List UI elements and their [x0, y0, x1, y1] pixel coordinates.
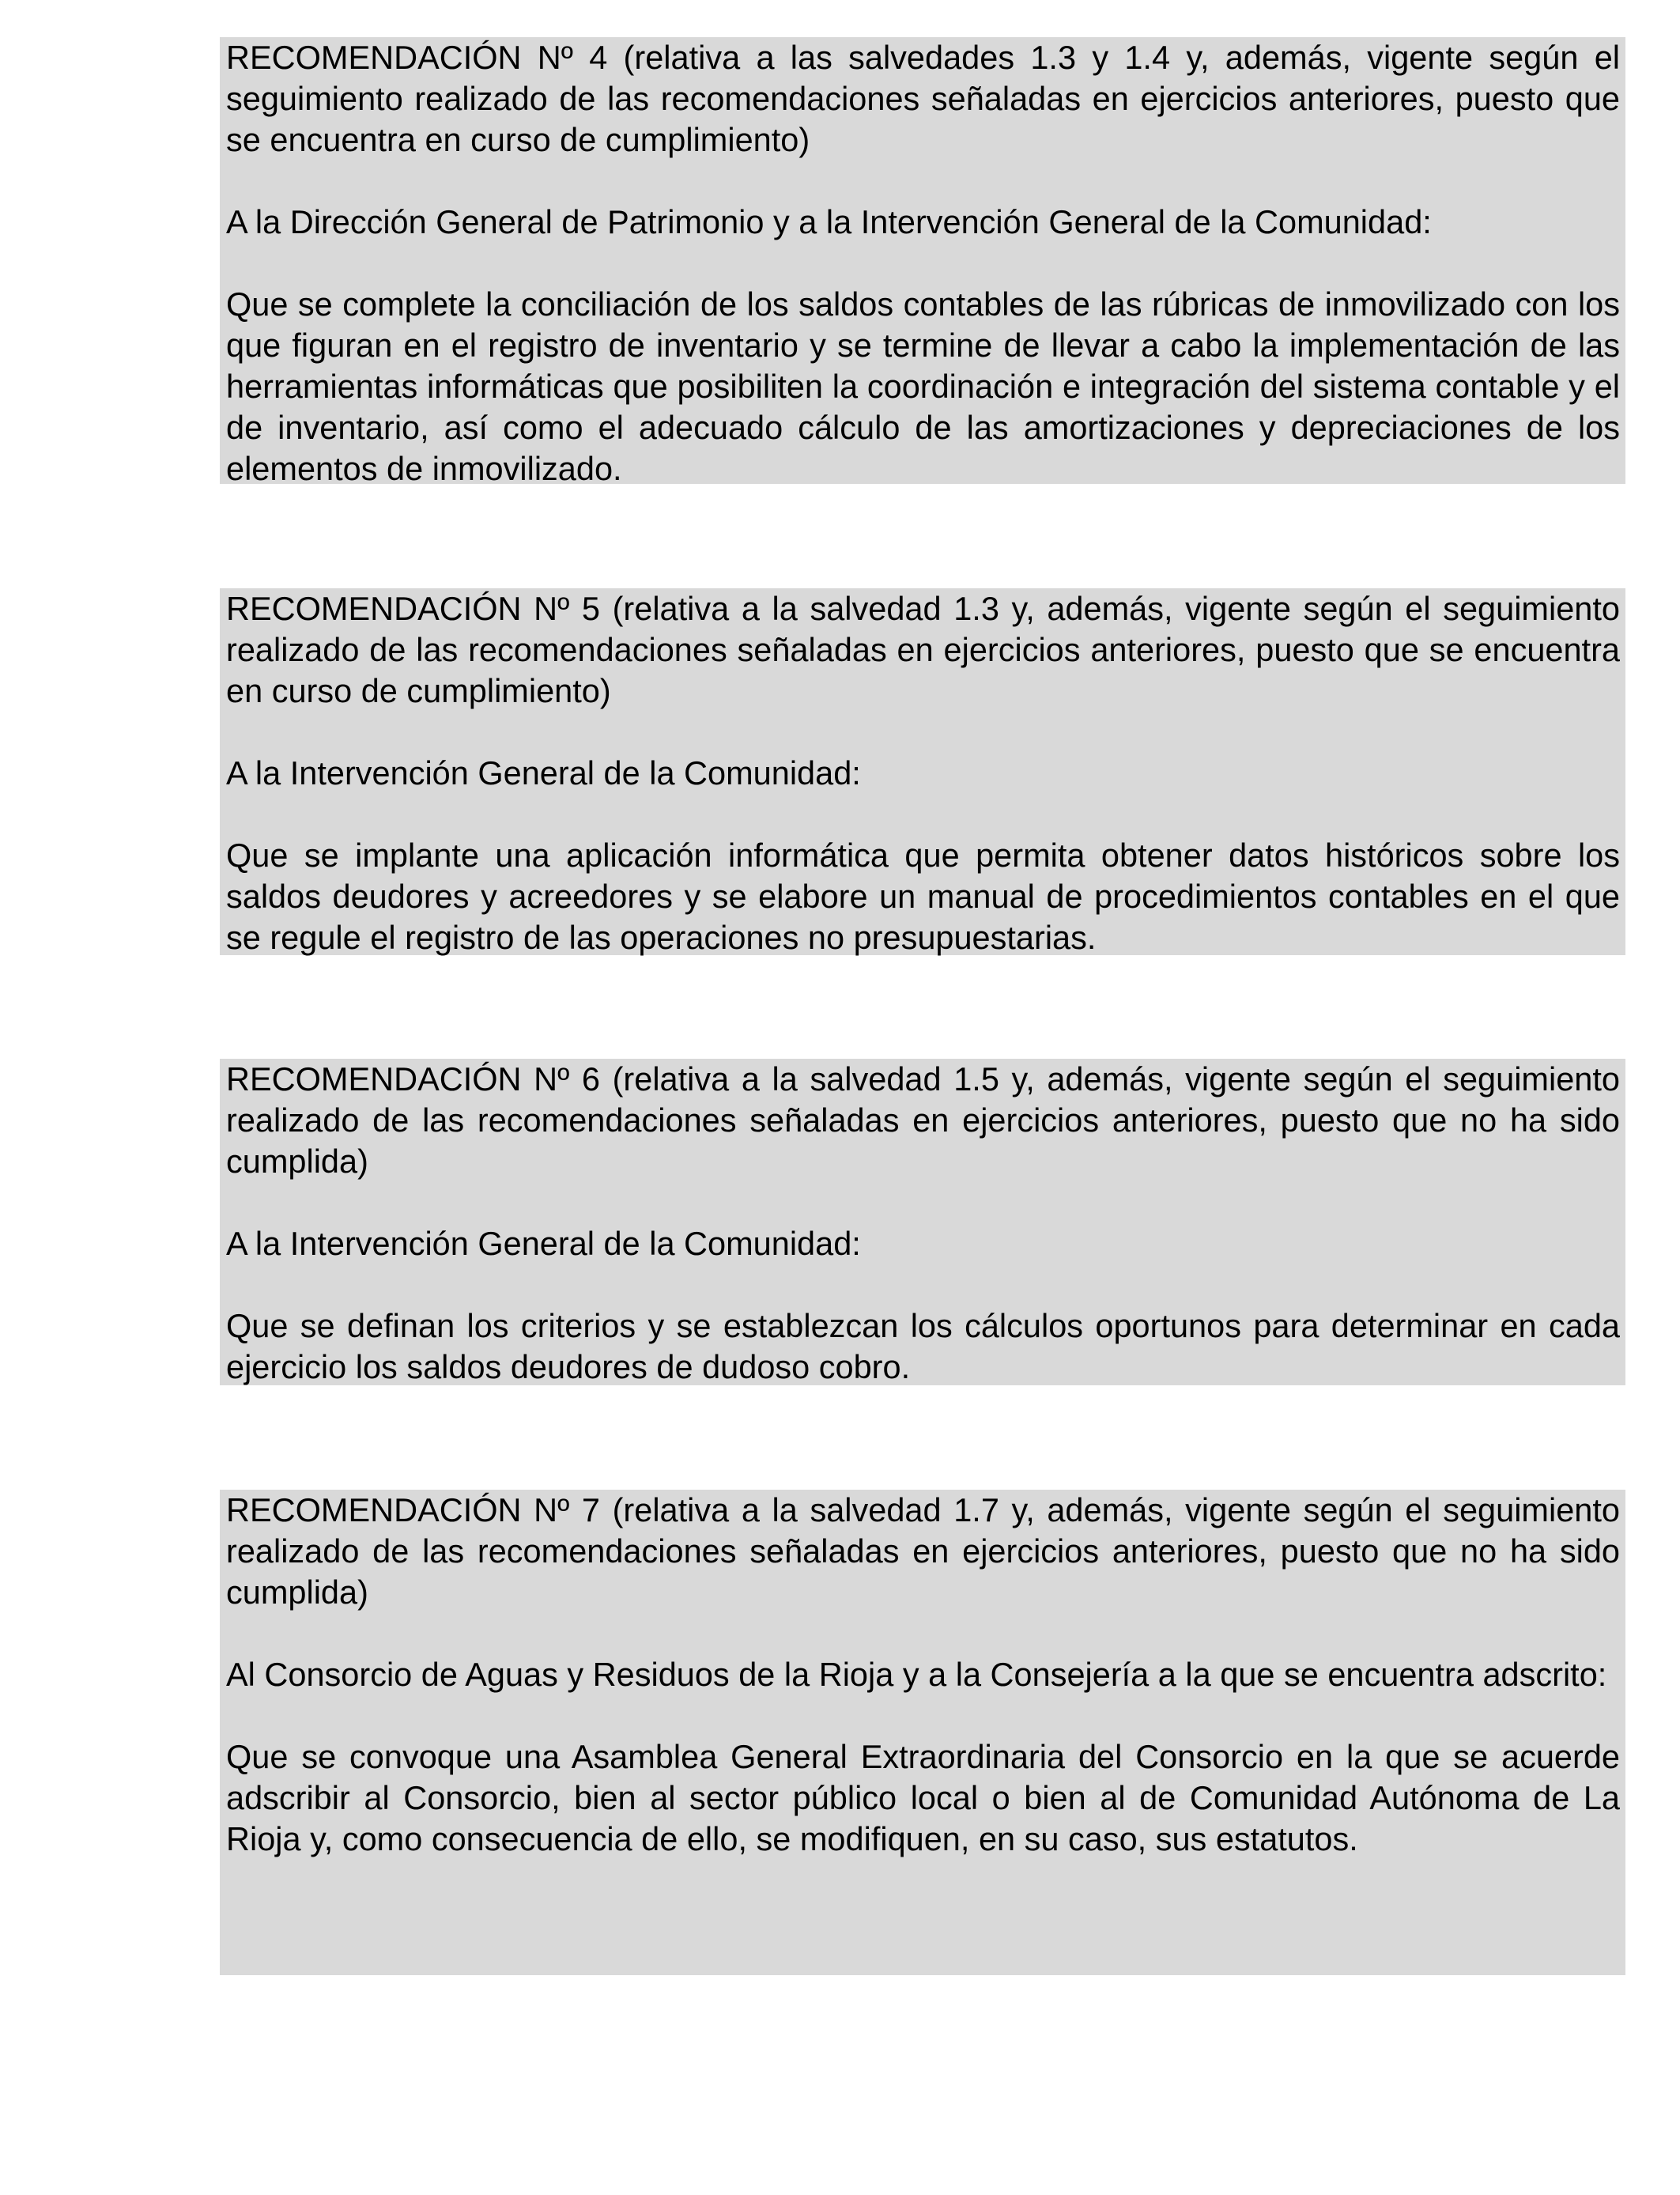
recommendation-4-heading: RECOMENDACIÓN Nº 4 (relativa a las salvedades 1.3 y 1.4 y, además, vigente según el seguimiento realizado de las recomendaciones señaladas en ejercicios anteriores, puesto que se encuentra en curso de cumplimiento): [226, 39, 1620, 158]
recommendation-7-box: [220, 1490, 1625, 1975]
recommendation-7-body: Que se convoque una Asamblea General Extraordinaria del Consorcio en la que se acuerde adscribir al Consorcio, bien al sector público local o bien al de Comunidad Autónoma de La Rioja y, como consecuencia de ello, se modifiquen, en su caso, sus estatutos.: [226, 1738, 1620, 1857]
recommendation-7-heading: RECOMENDACIÓN Nº 7 (relativa a la salvedad 1.7 y, además, vigente según el seguimiento realizado de las recomendaciones señaladas en ejercicios anteriores, puesto que no ha sido cumplida): [226, 1491, 1620, 1611]
recommendation-5-body: Que se implante una aplicación informática que permita obtener datos históricos sobre los saldos deudores y acreedores y se elabore un manual de procedimientos contables en el que se regule el registro de las operaciones no presupuestarias.: [226, 837, 1620, 956]
recommendation-6-body: Que se definan los criterios y se establezcan los cálculos oportunos para determinar en cada ejercicio los saldos deudores de dudoso cobro.: [226, 1307, 1620, 1385]
recommendation-5-box: [220, 588, 1625, 955]
recommendation-5-heading: RECOMENDACIÓN Nº 5 (relativa a la salvedad 1.3 y, además, vigente según el seguimiento realizado de las recomendaciones señaladas en ejercicios anteriores, puesto que se encuentra en curso de cumplimiento): [226, 590, 1620, 709]
recommendation-7-addressee: Al Consorcio de Aguas y Residuos de la Rioja y a la Consejería a la que se encuentra adscrito:: [226, 1656, 1607, 1693]
recommendation-4-box: [220, 37, 1625, 487]
recommendation-6-heading: RECOMENDACIÓN Nº 6 (relativa a la salvedad 1.5 y, además, vigente según el seguimiento realizado de las recomendaciones señaladas en ejercicios anteriores, puesto que no ha sido cumplida): [226, 1060, 1620, 1180]
recommendation-4-addressee: A la Dirección General de Patrimonio y a la Intervención General de la Comunidad:: [226, 203, 1432, 240]
recommendation-6-box: [220, 1059, 1625, 1385]
recommendation-5-addressee: A la Intervención General de la Comunidad:: [226, 754, 861, 791]
recommendation-6-addressee: A la Intervención General de la Comunidad:: [226, 1225, 861, 1262]
recommendation-4-body: Que se complete la conciliación de los saldos contables de las rúbricas de inmovilizado con los que figuran en el registro de inventario y se termine de llevar a cabo la implementación de las herramientas informáticas que posibiliten la coordinación e integración del sistema contable y el de inventario, así como el adecuado cálculo de las amortizaciones y depreciaciones de los elementos de inmovilizado.: [226, 285, 1620, 487]
